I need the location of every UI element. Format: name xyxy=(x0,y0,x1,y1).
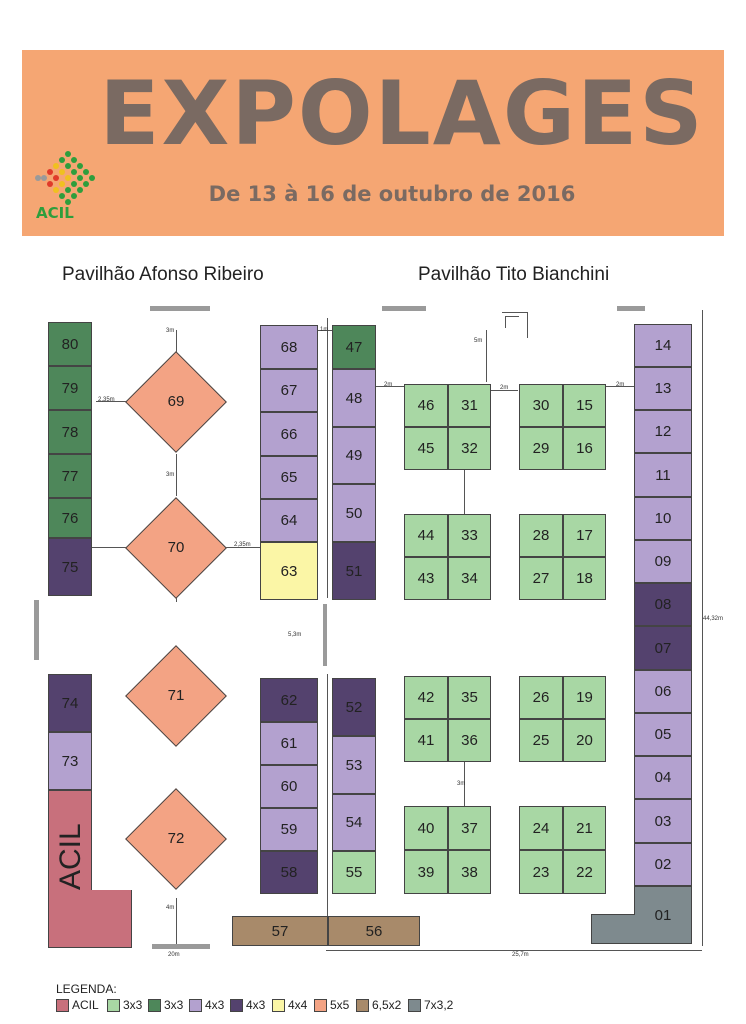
booth-39[interactable]: 39 xyxy=(404,850,448,894)
wall-bottom-left xyxy=(152,944,210,949)
booth-73[interactable]: 73 xyxy=(48,732,92,790)
measure-label: 2m xyxy=(500,385,509,391)
booth-77[interactable]: 77 xyxy=(48,454,92,498)
legend-swatch-4x4 xyxy=(272,999,285,1012)
booth-69-label: 69 xyxy=(167,393,185,410)
booth-15[interactable]: 15 xyxy=(563,384,606,427)
booth-23[interactable]: 23 xyxy=(519,850,563,894)
booth-56[interactable]: 56 xyxy=(328,916,420,946)
booth-27[interactable]: 27 xyxy=(519,557,563,600)
measure-label: 2,35m xyxy=(234,542,251,548)
booth-49[interactable]: 49 xyxy=(332,427,376,484)
dim-line xyxy=(176,330,177,352)
wall-center xyxy=(323,604,327,666)
booth-34[interactable]: 34 xyxy=(448,557,491,600)
booth-65[interactable]: 65 xyxy=(260,456,318,499)
booth-50[interactable]: 50 xyxy=(332,484,376,542)
pavilion-right-title: Pavilhão Tito Bianchini xyxy=(418,264,610,285)
acil-label: ACIL xyxy=(54,823,87,890)
booth-47[interactable]: 47 xyxy=(332,325,376,369)
booth-46[interactable]: 46 xyxy=(404,384,448,427)
measure-label: 3m xyxy=(166,472,175,478)
booth-75[interactable]: 75 xyxy=(48,538,92,596)
booth-06[interactable]: 06 xyxy=(634,670,692,713)
dim-line xyxy=(464,470,465,514)
measure-label: 44,32m xyxy=(703,616,724,622)
dim-line xyxy=(326,950,702,951)
booth-01[interactable]: 01 xyxy=(634,886,692,944)
booth-70-label: 70 xyxy=(167,539,185,556)
acil-logo-text: ACIL xyxy=(36,204,74,222)
booth-38[interactable]: 38 xyxy=(448,850,491,894)
measure-label: 2,35m xyxy=(98,397,115,403)
legend-label-5x5: 5x5 xyxy=(330,998,350,1012)
legend-swatch-3x3-dark xyxy=(148,999,161,1012)
booth-54[interactable]: 54 xyxy=(332,794,376,851)
booth-10[interactable]: 10 xyxy=(634,497,692,540)
booth-60[interactable]: 60 xyxy=(260,765,318,808)
booth-25[interactable]: 25 xyxy=(519,719,563,762)
dim-line xyxy=(92,547,126,548)
booth-55[interactable]: 55 xyxy=(332,851,376,894)
dim-line xyxy=(176,454,177,496)
dim-line xyxy=(505,316,519,317)
dim-line xyxy=(486,330,487,382)
wall-top-right xyxy=(617,306,645,311)
booth-24[interactable]: 24 xyxy=(519,806,563,850)
booth-61[interactable]: 61 xyxy=(260,722,318,765)
booth-52[interactable]: 52 xyxy=(332,678,376,736)
measure-label: 2m xyxy=(384,382,393,388)
measure-label: 2m xyxy=(616,382,625,388)
booth-42[interactable]: 42 xyxy=(404,676,448,719)
wall-top-left xyxy=(150,306,210,311)
legend-swatch-4x3-dark xyxy=(230,999,243,1012)
legend-label-acil: ACIL xyxy=(72,998,99,1012)
booth-57[interactable]: 57 xyxy=(232,916,328,946)
wall-top-mid xyxy=(382,306,426,311)
dim-line xyxy=(327,318,328,598)
booth-26[interactable]: 26 xyxy=(519,676,563,719)
dim-line xyxy=(702,310,703,946)
header-banner xyxy=(22,50,724,236)
dim-line xyxy=(505,316,506,328)
booth-59[interactable]: 59 xyxy=(260,808,318,851)
event-date: De 13 à 16 de outubro de 2016 xyxy=(208,182,576,206)
booth-19[interactable]: 19 xyxy=(563,676,606,719)
dim-line xyxy=(527,312,528,338)
booth-acil-foot[interactable] xyxy=(48,890,132,948)
booth-07[interactable]: 07 xyxy=(634,626,692,670)
booth-31[interactable]: 31 xyxy=(448,384,491,427)
booth-30[interactable]: 30 xyxy=(519,384,563,427)
legend-label-6-5x2: 6,5x2 xyxy=(372,998,402,1012)
booth-21[interactable]: 21 xyxy=(563,806,606,850)
booth-16[interactable]: 16 xyxy=(563,427,606,470)
booth-33[interactable]: 33 xyxy=(448,514,491,557)
booth-09[interactable]: 09 xyxy=(634,540,692,583)
booth-80[interactable]: 80 xyxy=(48,322,92,366)
booth-22[interactable]: 22 xyxy=(563,850,606,894)
legend-swatch-acil xyxy=(56,999,69,1012)
booth-71-label: 71 xyxy=(167,687,185,704)
booth-05[interactable]: 05 xyxy=(634,713,692,756)
booth-76[interactable]: 76 xyxy=(48,498,92,538)
booth-68[interactable]: 68 xyxy=(260,325,318,369)
booth-08[interactable]: 08 xyxy=(634,583,692,626)
dim-line xyxy=(502,312,528,313)
measure-label: 5m xyxy=(474,338,483,344)
booth-17[interactable]: 17 xyxy=(563,514,606,557)
booth-79[interactable]: 79 xyxy=(48,366,92,410)
dim-line xyxy=(327,674,328,920)
legend-label-3x3: 3x3 xyxy=(123,998,143,1012)
legend-swatch-5x5 xyxy=(314,999,327,1012)
booth-74[interactable]: 74 xyxy=(48,674,92,732)
legend-label-7x3-2: 7x3,2 xyxy=(424,998,454,1012)
booth-66[interactable]: 66 xyxy=(260,412,318,456)
measure-label: 20m xyxy=(168,952,180,958)
legend-label-4x3-dark: 4x3 xyxy=(246,998,266,1012)
booth-64[interactable]: 64 xyxy=(260,499,318,542)
booth-20[interactable]: 20 xyxy=(563,719,606,762)
booth-43[interactable]: 43 xyxy=(404,557,448,600)
booth-14[interactable]: 14 xyxy=(634,324,692,367)
wall-left xyxy=(34,600,39,660)
booth-63[interactable]: 63 xyxy=(260,542,318,600)
booth-51[interactable]: 51 xyxy=(332,542,376,600)
legend-swatch-3x3 xyxy=(107,999,120,1012)
booth-02[interactable]: 02 xyxy=(634,843,692,886)
booth-45[interactable]: 45 xyxy=(404,427,448,470)
booth-13[interactable]: 13 xyxy=(634,367,692,410)
dim-line xyxy=(176,898,177,944)
booth-67[interactable]: 67 xyxy=(260,369,318,412)
measure-label: 4m xyxy=(166,905,175,911)
legend-label-4x3: 4x3 xyxy=(205,998,225,1012)
legend-swatch-4x3 xyxy=(189,999,202,1012)
booth-36[interactable]: 36 xyxy=(448,719,491,762)
booth-04[interactable]: 04 xyxy=(634,756,692,799)
booth-41[interactable]: 41 xyxy=(404,719,448,762)
booth-62[interactable]: 62 xyxy=(260,678,318,722)
legend-label-4x4: 4x4 xyxy=(288,998,308,1012)
event-title: EXPOLAGES xyxy=(99,62,705,165)
legend-title: LEGENDA: xyxy=(56,982,117,996)
booth-11[interactable]: 11 xyxy=(634,453,692,497)
booth-44[interactable]: 44 xyxy=(404,514,448,557)
booth-01-extension[interactable] xyxy=(591,914,635,944)
booth-53[interactable]: 53 xyxy=(332,736,376,794)
booth-29[interactable]: 29 xyxy=(519,427,563,470)
measure-label: 5,3m xyxy=(288,632,302,638)
measure-label: 1m xyxy=(320,327,329,333)
legend-label-3x3-dark: 3x3 xyxy=(164,998,184,1012)
booth-58[interactable]: 58 xyxy=(260,851,318,894)
booth-37[interactable]: 37 xyxy=(448,806,491,850)
booth-48[interactable]: 48 xyxy=(332,369,376,427)
booth-35[interactable]: 35 xyxy=(448,676,491,719)
booth-03[interactable]: 03 xyxy=(634,799,692,843)
booth-12[interactable]: 12 xyxy=(634,410,692,453)
legend-swatch-7x3-2 xyxy=(408,999,421,1012)
measure-label: 3m xyxy=(166,328,175,334)
booth-72-label: 72 xyxy=(167,830,185,847)
booth-40[interactable]: 40 xyxy=(404,806,448,850)
measure-label: 25,7m xyxy=(512,952,529,958)
booth-28[interactable]: 28 xyxy=(519,514,563,557)
pavilion-left-title: Pavilhão Afonso Ribeiro xyxy=(62,264,264,285)
booth-78[interactable]: 78 xyxy=(48,410,92,454)
booth-18[interactable]: 18 xyxy=(563,557,606,600)
measure-label: 3m xyxy=(457,781,466,787)
booth-32[interactable]: 32 xyxy=(448,427,491,470)
legend-swatch-6-5x2 xyxy=(356,999,369,1012)
